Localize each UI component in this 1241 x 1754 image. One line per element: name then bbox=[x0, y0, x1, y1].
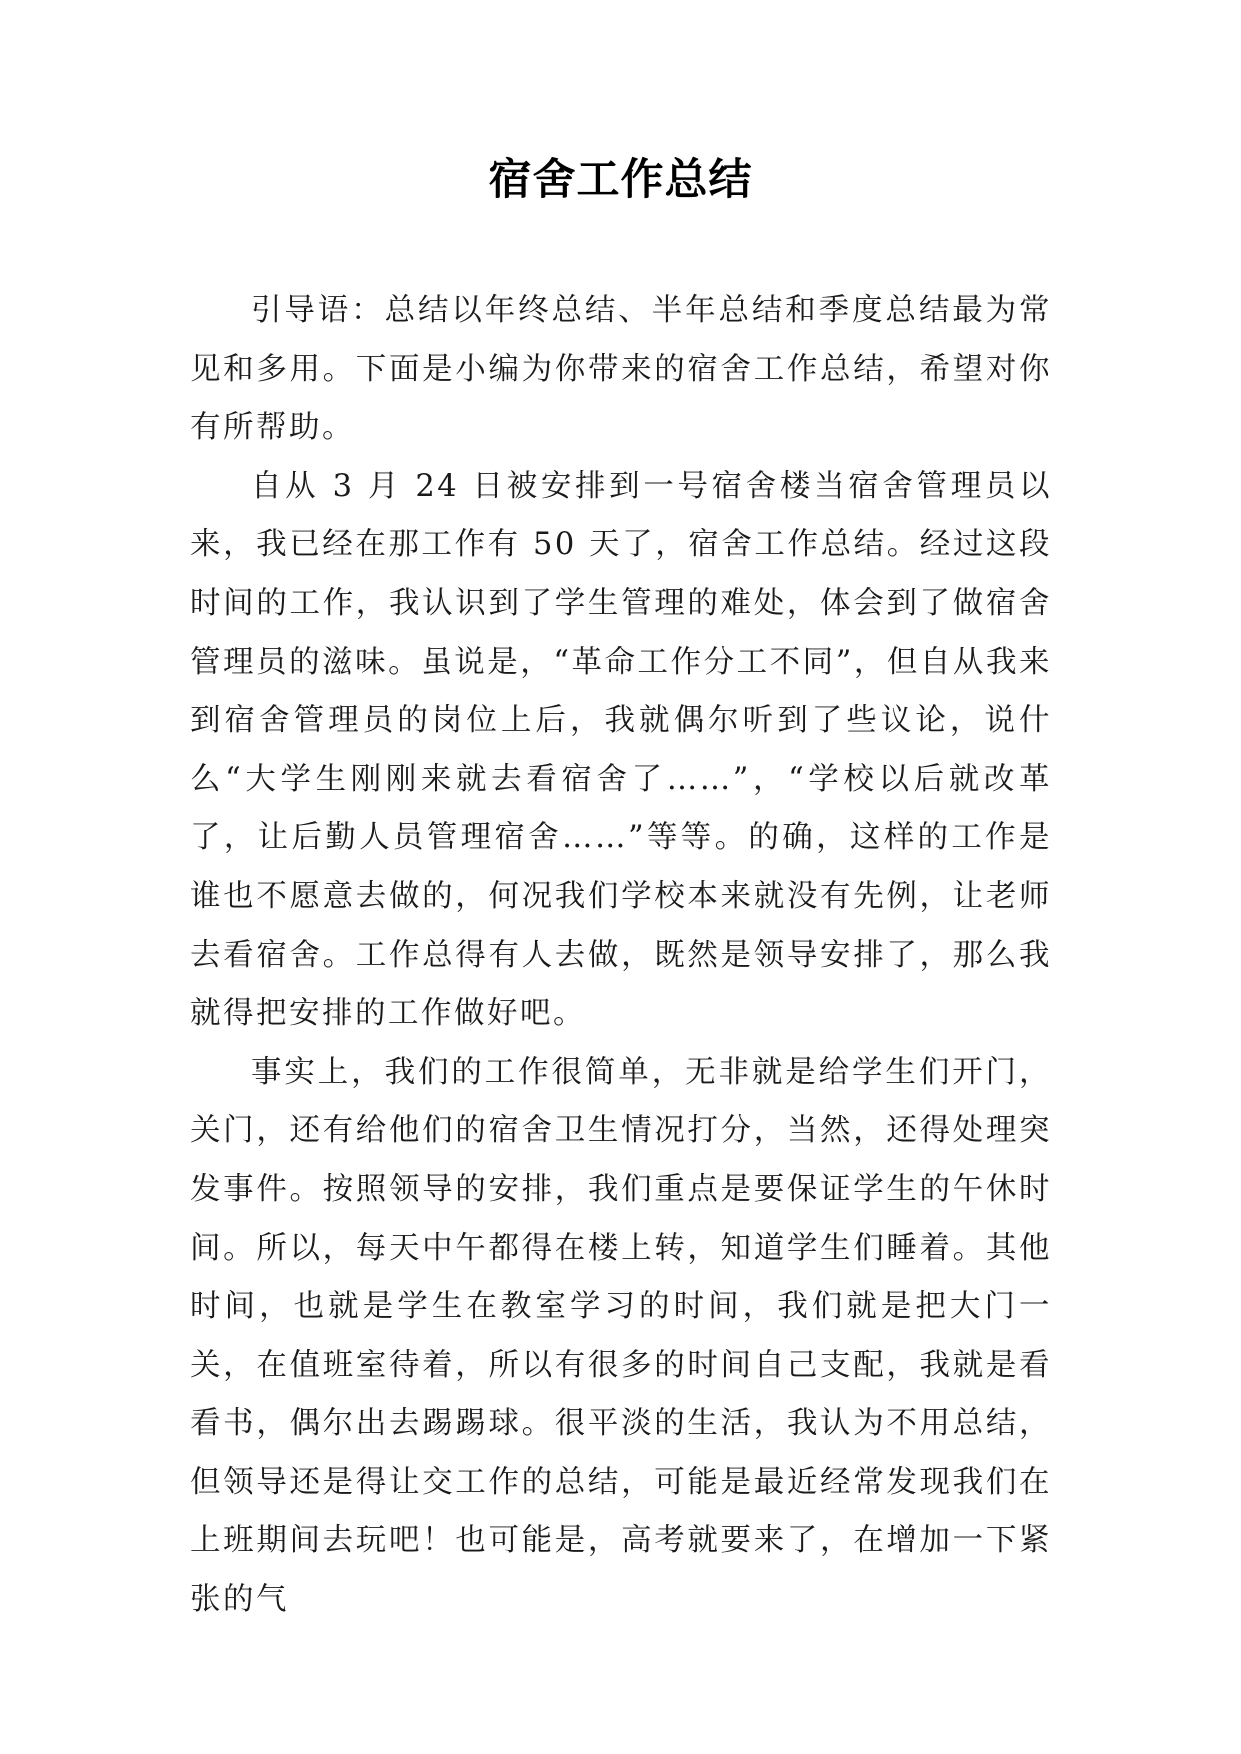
document-title: 宿舍工作总结 bbox=[488, 155, 753, 205]
document-body bbox=[190, 282, 1052, 1630]
paragraph-background: 自从 3 月 24 日被安排到一号宿舍楼当宿舍管理员以来，我已经在那工作有 50 天了，宿舍工作总结。经过这段时间的工作，我认识到了学生管理的难处，体会到了做宿舍管理员的滋味。虽说是，“革命工作分工不同”，但自从我来到宿舍管理员的岗位上后，我就偶尔听到了些议论，说什么“大学生刚刚来就去看宿舍了……”，“学校以后就改革了，让后勤人员管理宿舍……”等等。的确，这样的工作是谁也不愿意去做的，何况我们学校本来就没有先例，让老师去看宿舍。工作总得有人去做，既然是领导安排了，那么我就得把安排的工作做好吧。 bbox=[190, 468, 1052, 1032]
paragraph-intro: 引导语：总结以年终总结、半年总结和季度总结最为常见和多用。下面是小编为你带来的宿舍工作总结，希望对你有所帮助。 bbox=[190, 293, 1052, 446]
paragraph-daily-work: 事实上，我们的工作很简单，无非就是给学生们开门，关门，还有给他们的宿舍卫生情况打分，当然，还得处理突发事件。按照领导的安排，我们重点是要保证学生的午休时间。所以，每天中午都得在楼上转，知道学生们睡着。其他时间，也就是学生在教室学习的时间，我们就是把大门一关，在值班室待着，所以有很多的时间自己支配，我就是看看书，偶尔出去踢踢球。很平淡的生活，我认为不用总结，但领导还是得让交工作的总结，可能是最近经常发现我们在上班期间去玩吧！也可能是，高考就要来了，在增加一下紧张的气 bbox=[190, 1054, 1052, 1618]
